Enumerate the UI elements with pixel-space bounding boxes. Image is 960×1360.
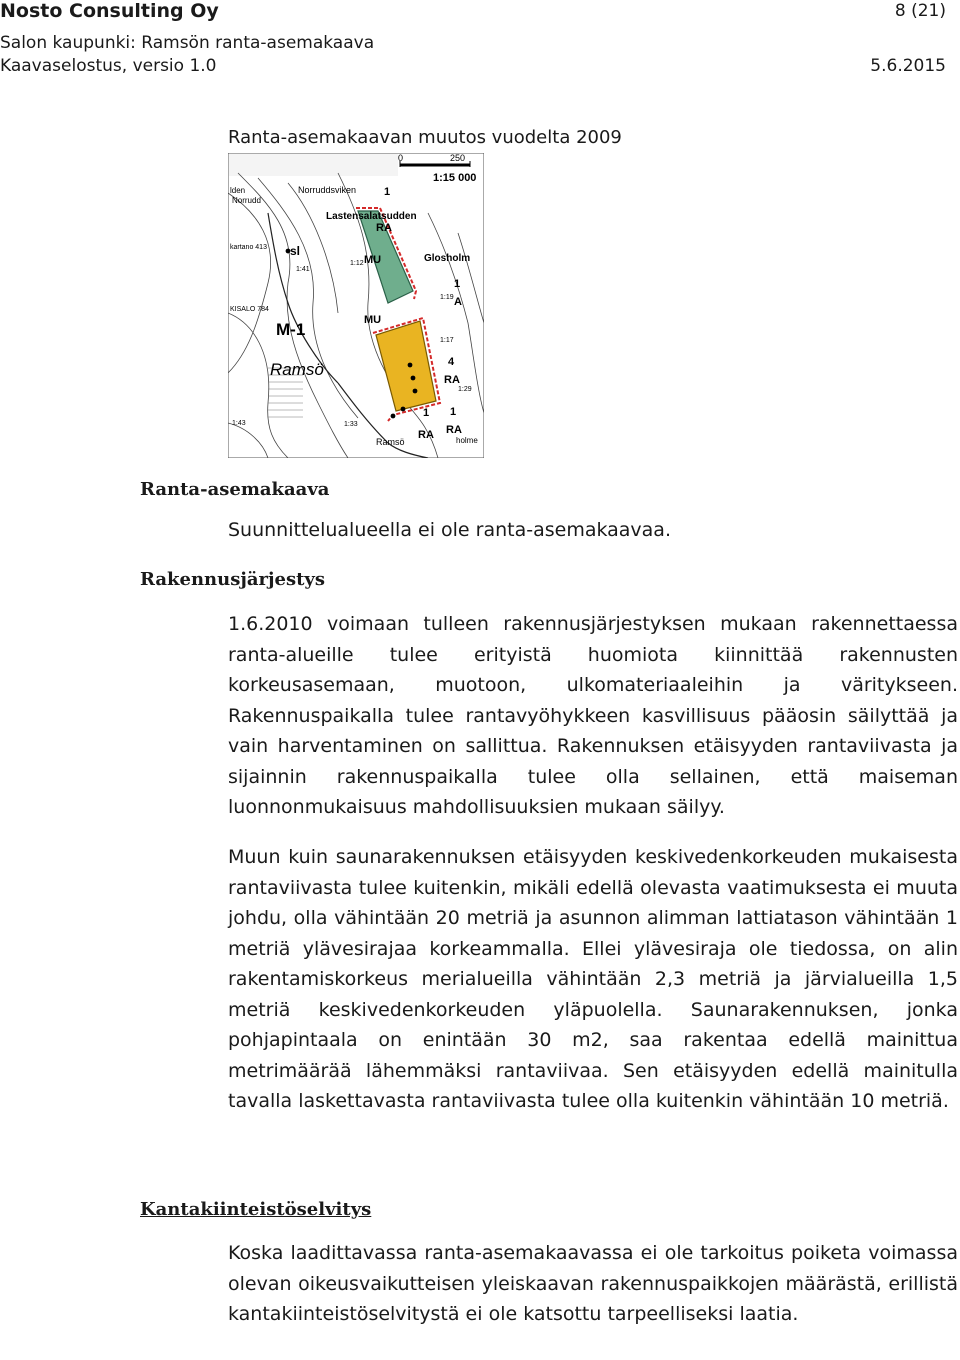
company-name: Nosto Consulting Oy xyxy=(0,0,219,22)
scale-bar xyxy=(398,153,483,184)
label-mu-2: MU xyxy=(364,314,382,326)
section-heading-kantakiinteistoselvitys: Kantakiinteistöselvitys xyxy=(140,1199,372,1220)
scale-tick-0: 0 xyxy=(398,153,404,163)
scale-label: 1:15 000 xyxy=(433,172,477,184)
map-sea-area xyxy=(229,154,399,176)
label-ramso-small: Ramsö xyxy=(376,437,405,447)
label-number-1a: 1 xyxy=(384,186,391,198)
label-norruddsviken: Norruddsviken xyxy=(298,185,357,195)
label-mu-1: MU xyxy=(364,254,382,266)
paragraph-kantakiinteistoselvitys: Koska laadittavassa ranta-asemakaavassa ei ole tarkoitus poiketa voimassa olevan oikeusvaikutteisen yleiskaavan rakennuspaikkojen määrästä, erillistä kantakiinteistöselvitystä ei ole katsottu tarpeelliseksi laatia. xyxy=(228,1242,958,1325)
label-ramso: Ramsö xyxy=(270,360,324,379)
label-ratio-133: 1:33 xyxy=(344,421,358,428)
label-kartano: kartano 413 xyxy=(230,244,267,251)
document-version: Kaavaselostus, versio 1.0 xyxy=(0,56,217,76)
label-number-1d: 1 xyxy=(450,406,457,418)
label-glosholm: Glosholm xyxy=(424,253,471,264)
label-holme: holme xyxy=(456,436,478,445)
label-ratio-129: 1:29 xyxy=(458,386,472,393)
label-ratio-119: 1:19 xyxy=(440,294,454,301)
label-lden: lden xyxy=(230,186,246,195)
map-caption: Ranta-asemakaavan muutos vuodelta 2009 xyxy=(228,127,622,148)
paragraph-rakennusjarjestys-2: Muun kuin saunarakennuksen etäisyyden keskivedenkorkeuden mukaisesta rantaviivasta tulee kuitenkin, mikäli edellä olevasta vaatimuksesta ei muuta johdu, olla vähintään 20 metriä ja asunnon alimman lattiatason vähintään 1 metriä ylävesirajaa korkeammalla. Ellei ylävesiraja ole tiedossa, on alin rakentamiskorkeus merialueilla vähintään 2,3 metriä ja järvialueilla 1,5 metriä keskivedenkorkeuden yläpuolella. Saunarakennuksen, jonka pohjapintaala on enintään 30 m2, saa rakentaa edellä mainittua metrimäärää lähemmäksi rantaviivaa. Sen etäisyyden edellä mainitulla tavalla laskettavasta rantaviivasta tulee olla kuitenkin vähintään 10 metriä. xyxy=(228,846,958,1112)
document-date: 5.6.2015 xyxy=(870,56,946,76)
label-ratio-117: 1:17 xyxy=(440,337,454,344)
label-ra-3: RA xyxy=(418,429,434,441)
paragraph-ranta-asemakaava: Suunnittelualueella ei ole ranta-asemakaavaa. xyxy=(228,519,671,541)
label-a: A xyxy=(454,296,462,308)
label-number-1b: 1 xyxy=(454,278,461,290)
label-lastensalatsudden: Lastensalatsudden xyxy=(326,211,417,222)
label-number-1c: 1 xyxy=(423,407,430,419)
label-ra-4: RA xyxy=(446,424,462,436)
section-heading-ranta-asemakaava: Ranta-asemakaava xyxy=(140,479,330,500)
label-sl: sl xyxy=(290,244,301,258)
scale-tick-250: 250 xyxy=(450,153,466,163)
section-heading-rakennusjarjestys: Rakennusjärjestys xyxy=(140,569,326,590)
paragraph-rakennusjarjestys-1: 1.6.2010 voimaan tulleen rakennusjärjestyksen mukaan rakennettaessa ranta-alueille tulee erityistä huomiota kiinnittää rakennusten korkeusasemaan, muotoon, ulkomateriaaleihin ja väritykseen. Rakennuspaikalla tulee rantavyöhykkeen kasvillisuus pääosin säilyttää ja vain harventaminen on sallittua. Rakennuksen etäisyyden rantaviivasta ja sijainnin rakennuspaikalla tulee olla sellainen, että maiseman luonnonmukaisuus mahdollisuuksien mukaan säilyy. xyxy=(228,613,958,818)
label-ratio-112: 1:12 xyxy=(350,260,364,267)
label-norrudd: Norrudd xyxy=(232,196,261,205)
label-ra-1: RA xyxy=(376,222,392,234)
label-ra-2: RA xyxy=(444,374,460,386)
zoning-map xyxy=(228,153,484,458)
label-m1: M-1 xyxy=(276,320,306,339)
document-subtitle: Salon kaupunki: Ramsön ranta-asemakaava xyxy=(0,33,375,53)
label-number-4: 4 xyxy=(448,356,455,368)
label-ratio-141: 1:41 xyxy=(296,266,310,273)
page-number: 8 (21) xyxy=(894,1,946,21)
label-ratio-143: 1:43 xyxy=(232,420,246,427)
label-kisalo: KISALO 784 xyxy=(230,306,269,313)
